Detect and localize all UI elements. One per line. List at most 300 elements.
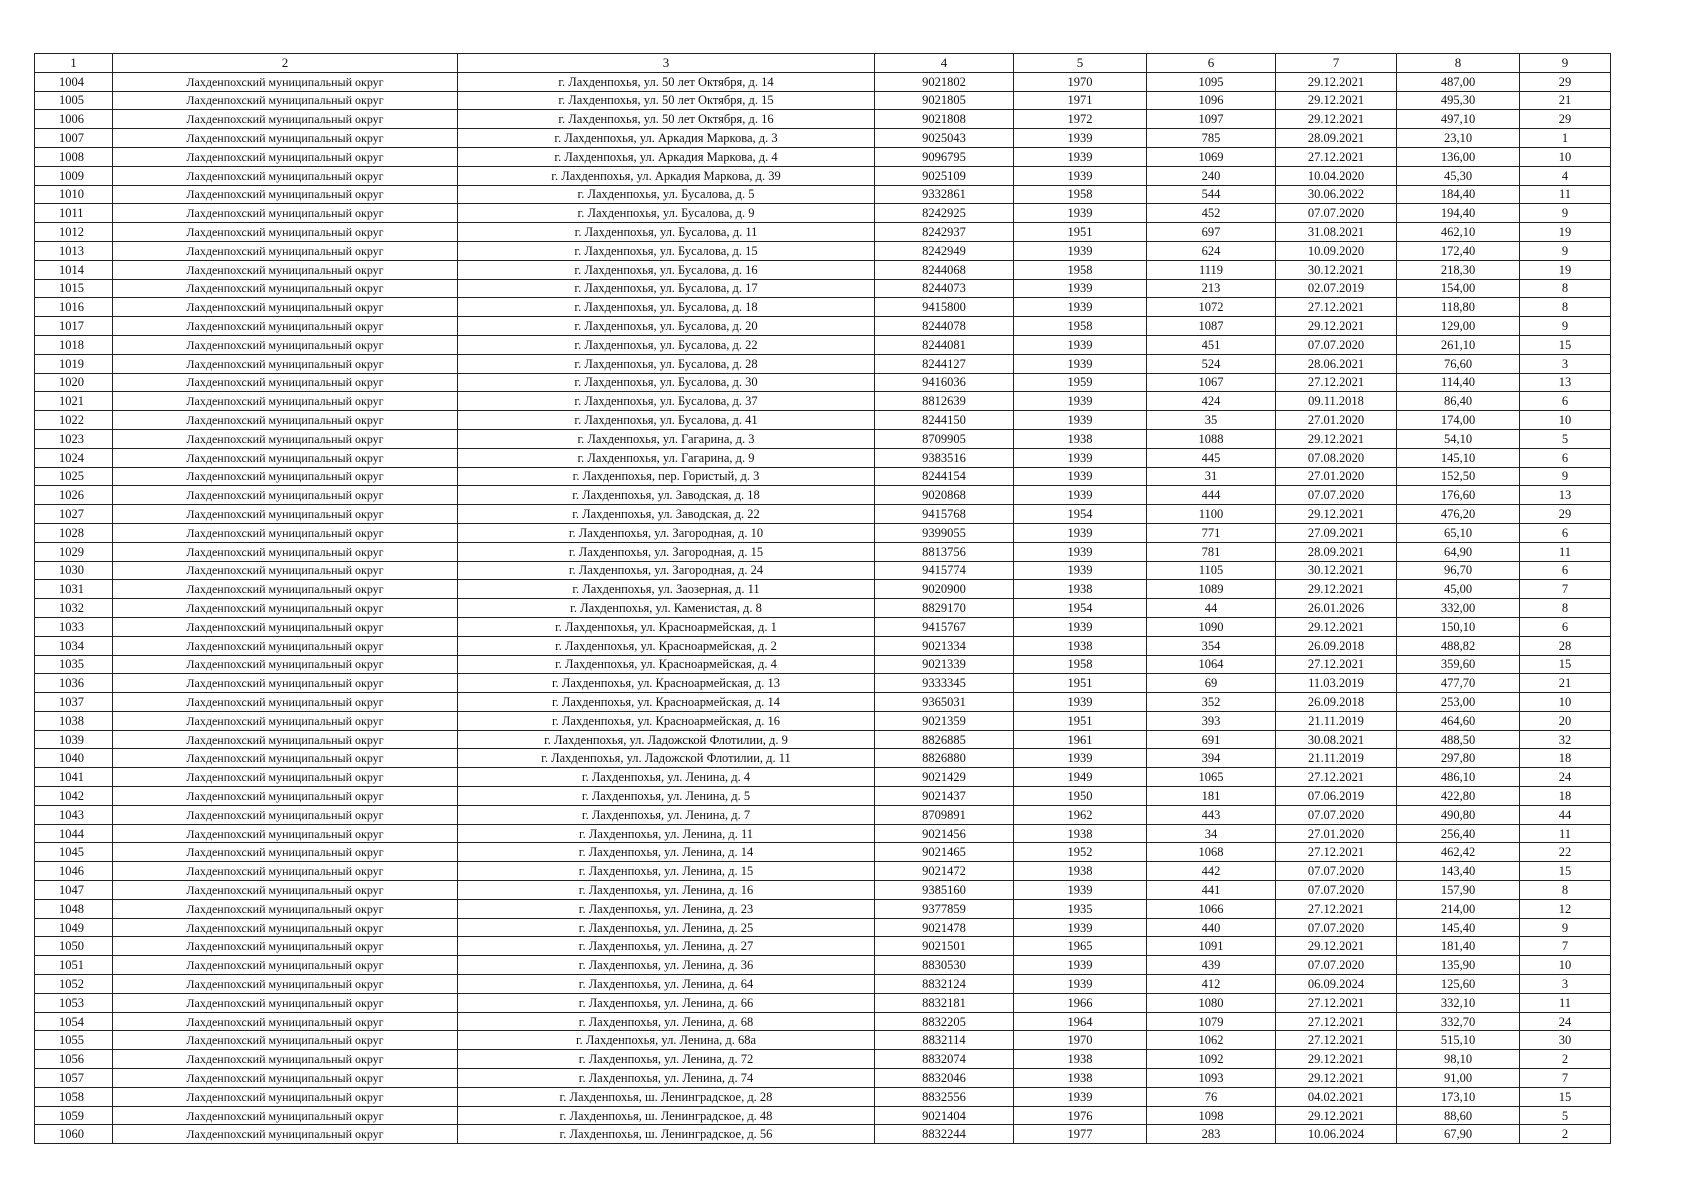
table-row — [35, 429, 1611, 448]
table-row — [35, 862, 1611, 881]
date-cell: 29.12.2021 — [1276, 1069, 1397, 1088]
count-cell: 451 — [1147, 335, 1276, 354]
municipality-cell: Лахденпохский муниципальный округ — [113, 1087, 458, 1106]
quantity-cell: 19 — [1520, 260, 1611, 279]
count-cell: 441 — [1147, 881, 1276, 900]
building-code-cell: 9021465 — [875, 843, 1014, 862]
year-cell: 1939 — [1014, 693, 1147, 712]
quantity-cell: 24 — [1520, 768, 1611, 787]
municipality-cell: Лахденпохский муниципальный округ — [113, 392, 458, 411]
count-cell: 1105 — [1147, 561, 1276, 580]
address-cell: г. Лахденпохья, ул. Ленина, д. 68 — [458, 1012, 875, 1031]
table-row — [35, 1050, 1611, 1069]
municipality-cell: Лахденпохский муниципальный округ — [113, 617, 458, 636]
address-cell: г. Лахденпохья, ул. Ладожской Флотилии, д. 11 — [458, 749, 875, 768]
row-number-cell: 1020 — [35, 373, 113, 392]
count-cell: 213 — [1147, 279, 1276, 298]
address-cell: г. Лахденпохья, ул. 50 лет Октября, д. 16 — [458, 110, 875, 129]
year-cell: 1939 — [1014, 298, 1147, 317]
address-cell: г. Лахденпохья, ул. Каменистая, д. 8 — [458, 599, 875, 618]
building-code-cell: 9415767 — [875, 617, 1014, 636]
building-code-cell: 9399055 — [875, 523, 1014, 542]
building-code-cell: 9021339 — [875, 655, 1014, 674]
quantity-cell: 4 — [1520, 166, 1611, 185]
address-cell: г. Лахденпохья, ул. Бусалова, д. 30 — [458, 373, 875, 392]
date-cell: 07.07.2020 — [1276, 956, 1397, 975]
area-cell: 143,40 — [1397, 862, 1520, 881]
quantity-cell: 11 — [1520, 542, 1611, 561]
address-cell: г. Лахденпохья, ул. Красноармейская, д. 1 — [458, 617, 875, 636]
count-cell: 524 — [1147, 354, 1276, 373]
area-cell: 64,90 — [1397, 542, 1520, 561]
building-code-cell: 9333345 — [875, 674, 1014, 693]
building-code-cell: 8832205 — [875, 1012, 1014, 1031]
area-cell: 45,30 — [1397, 166, 1520, 185]
quantity-cell: 9 — [1520, 467, 1611, 486]
year-cell: 1977 — [1014, 1125, 1147, 1144]
count-cell: 393 — [1147, 711, 1276, 730]
count-cell: 412 — [1147, 975, 1276, 994]
year-cell: 1939 — [1014, 166, 1147, 185]
building-code-cell: 9021802 — [875, 72, 1014, 91]
quantity-cell: 3 — [1520, 354, 1611, 373]
count-cell: 1092 — [1147, 1050, 1276, 1069]
count-cell: 31 — [1147, 467, 1276, 486]
table-row — [35, 1106, 1611, 1125]
table-row — [35, 223, 1611, 242]
address-cell: г. Лахденпохья, ш. Ленинградское, д. 28 — [458, 1087, 875, 1106]
building-code-cell: 9332861 — [875, 185, 1014, 204]
row-number-cell: 1030 — [35, 561, 113, 580]
date-cell: 07.07.2020 — [1276, 862, 1397, 881]
quantity-cell: 32 — [1520, 730, 1611, 749]
register-table — [34, 53, 1611, 1144]
address-cell: г. Лахденпохья, ул. Заводская, д. 18 — [458, 486, 875, 505]
row-number-cell: 1023 — [35, 429, 113, 448]
address-cell: г. Лахденпохья, ул. Аркадия Маркова, д. 39 — [458, 166, 875, 185]
area-cell: 54,10 — [1397, 429, 1520, 448]
area-cell: 65,10 — [1397, 523, 1520, 542]
municipality-cell: Лахденпохский муниципальный округ — [113, 486, 458, 505]
date-cell: 27.09.2021 — [1276, 523, 1397, 542]
municipality-cell: Лахденпохский муниципальный округ — [113, 523, 458, 542]
building-code-cell: 8830530 — [875, 956, 1014, 975]
building-code-cell: 9021478 — [875, 918, 1014, 937]
municipality-cell: Лахденпохский муниципальный округ — [113, 918, 458, 937]
count-cell: 44 — [1147, 599, 1276, 618]
address-cell: г. Лахденпохья, ул. Бусалова, д. 16 — [458, 260, 875, 279]
row-number-cell: 1016 — [35, 298, 113, 317]
count-cell: 34 — [1147, 824, 1276, 843]
count-cell: 424 — [1147, 392, 1276, 411]
address-cell: г. Лахденпохья, ул. Бусалова, д. 41 — [458, 411, 875, 430]
row-number-cell: 1053 — [35, 993, 113, 1012]
address-cell: г. Лахденпохья, ул. Ленина, д. 5 — [458, 787, 875, 806]
count-cell: 440 — [1147, 918, 1276, 937]
quantity-cell: 15 — [1520, 655, 1611, 674]
quantity-cell: 22 — [1520, 843, 1611, 862]
count-cell: 781 — [1147, 542, 1276, 561]
area-cell: 176,60 — [1397, 486, 1520, 505]
date-cell: 30.12.2021 — [1276, 260, 1397, 279]
row-number-cell: 1056 — [35, 1050, 113, 1069]
year-cell: 1939 — [1014, 392, 1147, 411]
year-cell: 1954 — [1014, 505, 1147, 524]
area-cell: 488,50 — [1397, 730, 1520, 749]
row-number-cell: 1031 — [35, 580, 113, 599]
area-cell: 86,40 — [1397, 392, 1520, 411]
date-cell: 27.12.2021 — [1276, 373, 1397, 392]
year-cell: 1939 — [1014, 467, 1147, 486]
building-code-cell: 8832124 — [875, 975, 1014, 994]
quantity-cell: 2 — [1520, 1050, 1611, 1069]
row-number-cell: 1044 — [35, 824, 113, 843]
year-cell: 1972 — [1014, 110, 1147, 129]
count-cell: 1066 — [1147, 899, 1276, 918]
table-row — [35, 542, 1611, 561]
year-cell: 1939 — [1014, 204, 1147, 223]
year-cell: 1965 — [1014, 937, 1147, 956]
area-cell: 136,00 — [1397, 147, 1520, 166]
year-cell: 1939 — [1014, 129, 1147, 148]
building-code-cell: 9415800 — [875, 298, 1014, 317]
row-number-cell: 1043 — [35, 805, 113, 824]
address-cell: г. Лахденпохья, ул. Ленина, д. 11 — [458, 824, 875, 843]
table-row — [35, 166, 1611, 185]
address-cell: г. Лахденпохья, ул. Бусалова, д. 28 — [458, 354, 875, 373]
address-cell: г. Лахденпохья, ул. Бусалова, д. 18 — [458, 298, 875, 317]
row-number-cell: 1019 — [35, 354, 113, 373]
count-cell: 1100 — [1147, 505, 1276, 524]
year-cell: 1939 — [1014, 448, 1147, 467]
building-code-cell: 8242949 — [875, 241, 1014, 260]
quantity-cell: 13 — [1520, 373, 1611, 392]
row-number-cell: 1048 — [35, 899, 113, 918]
row-number-cell: 1012 — [35, 223, 113, 242]
count-cell: 1095 — [1147, 72, 1276, 91]
date-cell: 27.01.2020 — [1276, 411, 1397, 430]
building-code-cell: 8244081 — [875, 335, 1014, 354]
area-cell: 515,10 — [1397, 1031, 1520, 1050]
municipality-cell: Лахденпохский муниципальный округ — [113, 91, 458, 110]
quantity-cell: 10 — [1520, 147, 1611, 166]
table-row — [35, 204, 1611, 223]
date-cell: 26.09.2018 — [1276, 693, 1397, 712]
row-number-cell: 1051 — [35, 956, 113, 975]
address-cell: г. Лахденпохья, ул. Ленина, д. 16 — [458, 881, 875, 900]
area-cell: 464,60 — [1397, 711, 1520, 730]
quantity-cell: 24 — [1520, 1012, 1611, 1031]
area-cell: 253,00 — [1397, 693, 1520, 712]
table-row — [35, 91, 1611, 110]
date-cell: 27.12.2021 — [1276, 1031, 1397, 1050]
year-cell: 1938 — [1014, 580, 1147, 599]
area-cell: 256,40 — [1397, 824, 1520, 843]
municipality-cell: Лахденпохский муниципальный округ — [113, 185, 458, 204]
area-cell: 194,40 — [1397, 204, 1520, 223]
year-cell: 1951 — [1014, 223, 1147, 242]
quantity-cell: 28 — [1520, 636, 1611, 655]
municipality-cell: Лахденпохский муниципальный округ — [113, 317, 458, 336]
quantity-cell: 8 — [1520, 599, 1611, 618]
year-cell: 1939 — [1014, 335, 1147, 354]
municipality-cell: Лахденпохский муниципальный округ — [113, 787, 458, 806]
municipality-cell: Лахденпохский муниципальный округ — [113, 429, 458, 448]
date-cell: 28.06.2021 — [1276, 354, 1397, 373]
quantity-cell: 12 — [1520, 899, 1611, 918]
address-cell: г. Лахденпохья, ул. Аркадия Маркова, д. 4 — [458, 147, 875, 166]
row-number-cell: 1039 — [35, 730, 113, 749]
municipality-cell: Лахденпохский муниципальный округ — [113, 711, 458, 730]
date-cell: 07.07.2020 — [1276, 335, 1397, 354]
address-cell: г. Лахденпохья, ул. Красноармейская, д. 4 — [458, 655, 875, 674]
count-cell: 1091 — [1147, 937, 1276, 956]
year-cell: 1966 — [1014, 993, 1147, 1012]
row-number-cell: 1008 — [35, 147, 113, 166]
building-code-cell: 8244154 — [875, 467, 1014, 486]
municipality-cell: Лахденпохский муниципальный округ — [113, 862, 458, 881]
municipality-cell: Лахденпохский муниципальный округ — [113, 937, 458, 956]
date-cell: 31.08.2021 — [1276, 223, 1397, 242]
row-number-cell: 1010 — [35, 185, 113, 204]
date-cell: 29.12.2021 — [1276, 1050, 1397, 1069]
row-number-cell: 1015 — [35, 279, 113, 298]
building-code-cell: 9383516 — [875, 448, 1014, 467]
quantity-cell: 13 — [1520, 486, 1611, 505]
area-cell: 486,10 — [1397, 768, 1520, 787]
table-row — [35, 1125, 1611, 1144]
count-cell: 442 — [1147, 862, 1276, 881]
date-cell: 27.12.2021 — [1276, 1012, 1397, 1031]
building-code-cell: 8244150 — [875, 411, 1014, 430]
year-cell: 1939 — [1014, 881, 1147, 900]
quantity-cell: 19 — [1520, 223, 1611, 242]
count-cell: 1093 — [1147, 1069, 1276, 1088]
address-cell: г. Лахденпохья, ул. Загородная, д. 15 — [458, 542, 875, 561]
date-cell: 07.07.2020 — [1276, 918, 1397, 937]
area-cell: 114,40 — [1397, 373, 1520, 392]
area-cell: 218,30 — [1397, 260, 1520, 279]
row-number-cell: 1029 — [35, 542, 113, 561]
building-code-cell: 9021808 — [875, 110, 1014, 129]
date-cell: 27.01.2020 — [1276, 824, 1397, 843]
count-cell: 354 — [1147, 636, 1276, 655]
row-number-cell: 1036 — [35, 674, 113, 693]
building-code-cell: 9021404 — [875, 1106, 1014, 1125]
year-cell: 1939 — [1014, 241, 1147, 260]
municipality-cell: Лахденпохский муниципальный округ — [113, 223, 458, 242]
building-code-cell: 9021472 — [875, 862, 1014, 881]
table-row — [35, 937, 1611, 956]
building-code-cell: 9377859 — [875, 899, 1014, 918]
year-cell: 1938 — [1014, 1069, 1147, 1088]
table-row — [35, 72, 1611, 91]
table-body — [35, 72, 1611, 1143]
area-cell: 145,10 — [1397, 448, 1520, 467]
area-cell: 332,70 — [1397, 1012, 1520, 1031]
year-cell: 1939 — [1014, 523, 1147, 542]
table-row — [35, 260, 1611, 279]
count-cell: 1097 — [1147, 110, 1276, 129]
municipality-cell: Лахденпохский муниципальный округ — [113, 467, 458, 486]
building-code-cell: 8832074 — [875, 1050, 1014, 1069]
count-cell: 452 — [1147, 204, 1276, 223]
quantity-cell: 9 — [1520, 918, 1611, 937]
building-code-cell: 8829170 — [875, 599, 1014, 618]
table-row — [35, 881, 1611, 900]
row-number-cell: 1007 — [35, 129, 113, 148]
table-row — [35, 110, 1611, 129]
area-cell: 184,40 — [1397, 185, 1520, 204]
row-number-cell: 1057 — [35, 1069, 113, 1088]
municipality-cell: Лахденпохский муниципальный округ — [113, 899, 458, 918]
header-cell-1: 1 — [35, 54, 113, 73]
municipality-cell: Лахденпохский муниципальный округ — [113, 542, 458, 561]
date-cell: 09.11.2018 — [1276, 392, 1397, 411]
building-code-cell: 8244127 — [875, 354, 1014, 373]
date-cell: 29.12.2021 — [1276, 580, 1397, 599]
area-cell: 23,10 — [1397, 129, 1520, 148]
count-cell: 439 — [1147, 956, 1276, 975]
year-cell: 1939 — [1014, 354, 1147, 373]
count-cell: 352 — [1147, 693, 1276, 712]
area-cell: 174,00 — [1397, 411, 1520, 430]
address-cell: г. Лахденпохья, ул. 50 лет Октября, д. 15 — [458, 91, 875, 110]
year-cell: 1958 — [1014, 260, 1147, 279]
municipality-cell: Лахденпохский муниципальный округ — [113, 1125, 458, 1144]
count-cell: 1069 — [1147, 147, 1276, 166]
quantity-cell: 21 — [1520, 91, 1611, 110]
header-cell-9: 9 — [1520, 54, 1611, 73]
count-cell: 1089 — [1147, 580, 1276, 599]
address-cell: г. Лахденпохья, ул. Заозерная, д. 11 — [458, 580, 875, 599]
count-cell: 1065 — [1147, 768, 1276, 787]
date-cell: 28.09.2021 — [1276, 129, 1397, 148]
area-cell: 135,90 — [1397, 956, 1520, 975]
row-number-cell: 1028 — [35, 523, 113, 542]
address-cell: г. Лахденпохья, ул. Аркадия Маркова, д. 3 — [458, 129, 875, 148]
address-cell: г. Лахденпохья, ул. Бусалова, д. 9 — [458, 204, 875, 223]
table-row — [35, 185, 1611, 204]
date-cell: 27.12.2021 — [1276, 843, 1397, 862]
row-number-cell: 1026 — [35, 486, 113, 505]
municipality-cell: Лахденпохский муниципальный округ — [113, 824, 458, 843]
date-cell: 29.12.2021 — [1276, 91, 1397, 110]
quantity-cell: 8 — [1520, 298, 1611, 317]
date-cell: 11.03.2019 — [1276, 674, 1397, 693]
municipality-cell: Лахденпохский муниципальный округ — [113, 354, 458, 373]
date-cell: 27.12.2021 — [1276, 298, 1397, 317]
year-cell: 1939 — [1014, 1087, 1147, 1106]
municipality-cell: Лахденпохский муниципальный округ — [113, 129, 458, 148]
date-cell: 10.04.2020 — [1276, 166, 1397, 185]
date-cell: 27.12.2021 — [1276, 655, 1397, 674]
area-cell: 150,10 — [1397, 617, 1520, 636]
row-number-cell: 1034 — [35, 636, 113, 655]
municipality-cell: Лахденпохский муниципальный округ — [113, 730, 458, 749]
year-cell: 1951 — [1014, 674, 1147, 693]
address-cell: г. Лахденпохья, ул. Ленина, д. 68а — [458, 1031, 875, 1050]
area-cell: 98,10 — [1397, 1050, 1520, 1069]
quantity-cell: 44 — [1520, 805, 1611, 824]
area-cell: 462,10 — [1397, 223, 1520, 242]
row-number-cell: 1038 — [35, 711, 113, 730]
area-cell: 45,00 — [1397, 580, 1520, 599]
header-cell-7: 7 — [1276, 54, 1397, 73]
count-cell: 35 — [1147, 411, 1276, 430]
quantity-cell: 18 — [1520, 749, 1611, 768]
building-code-cell: 9365031 — [875, 693, 1014, 712]
table-row — [35, 768, 1611, 787]
table-row — [35, 843, 1611, 862]
date-cell: 27.12.2021 — [1276, 768, 1397, 787]
building-code-cell: 9021437 — [875, 787, 1014, 806]
building-code-cell: 9416036 — [875, 373, 1014, 392]
quantity-cell: 10 — [1520, 693, 1611, 712]
header-cell-4: 4 — [875, 54, 1014, 73]
row-number-cell: 1052 — [35, 975, 113, 994]
municipality-cell: Лахденпохский муниципальный округ — [113, 956, 458, 975]
building-code-cell: 8244068 — [875, 260, 1014, 279]
row-number-cell: 1024 — [35, 448, 113, 467]
count-cell: 771 — [1147, 523, 1276, 542]
building-code-cell: 9021501 — [875, 937, 1014, 956]
date-cell: 21.11.2019 — [1276, 749, 1397, 768]
quantity-cell: 29 — [1520, 72, 1611, 91]
quantity-cell: 6 — [1520, 448, 1611, 467]
quantity-cell: 2 — [1520, 1125, 1611, 1144]
table-row — [35, 787, 1611, 806]
building-code-cell: 8826885 — [875, 730, 1014, 749]
quantity-cell: 11 — [1520, 824, 1611, 843]
table-row — [35, 373, 1611, 392]
building-code-cell: 8832556 — [875, 1087, 1014, 1106]
table-row — [35, 129, 1611, 148]
area-cell: 476,20 — [1397, 505, 1520, 524]
table-row — [35, 711, 1611, 730]
municipality-cell: Лахденпохский муниципальный округ — [113, 241, 458, 260]
table-row — [35, 1012, 1611, 1031]
row-number-cell: 1060 — [35, 1125, 113, 1144]
year-cell: 1964 — [1014, 1012, 1147, 1031]
address-cell: г. Лахденпохья, ул. Ленина, д. 72 — [458, 1050, 875, 1069]
area-cell: 462,42 — [1397, 843, 1520, 862]
quantity-cell: 6 — [1520, 523, 1611, 542]
count-cell: 1080 — [1147, 993, 1276, 1012]
municipality-cell: Лахденпохский муниципальный округ — [113, 1012, 458, 1031]
area-cell: 91,00 — [1397, 1069, 1520, 1088]
municipality-cell: Лахденпохский муниципальный округ — [113, 260, 458, 279]
date-cell: 07.07.2020 — [1276, 486, 1397, 505]
building-code-cell: 8832114 — [875, 1031, 1014, 1050]
address-cell: г. Лахденпохья, ул. Красноармейская, д. 13 — [458, 674, 875, 693]
row-number-cell: 1014 — [35, 260, 113, 279]
header-cell-5: 5 — [1014, 54, 1147, 73]
count-cell: 1068 — [1147, 843, 1276, 862]
row-number-cell: 1059 — [35, 1106, 113, 1125]
address-cell: г. Лахденпохья, ул. Ленина, д. 23 — [458, 899, 875, 918]
quantity-cell: 15 — [1520, 862, 1611, 881]
area-cell: 181,40 — [1397, 937, 1520, 956]
year-cell: 1952 — [1014, 843, 1147, 862]
municipality-cell: Лахденпохский муниципальный округ — [113, 72, 458, 91]
table-row — [35, 241, 1611, 260]
count-cell: 1088 — [1147, 429, 1276, 448]
row-number-cell: 1045 — [35, 843, 113, 862]
year-cell: 1950 — [1014, 787, 1147, 806]
building-code-cell: 8832181 — [875, 993, 1014, 1012]
year-cell: 1959 — [1014, 373, 1147, 392]
